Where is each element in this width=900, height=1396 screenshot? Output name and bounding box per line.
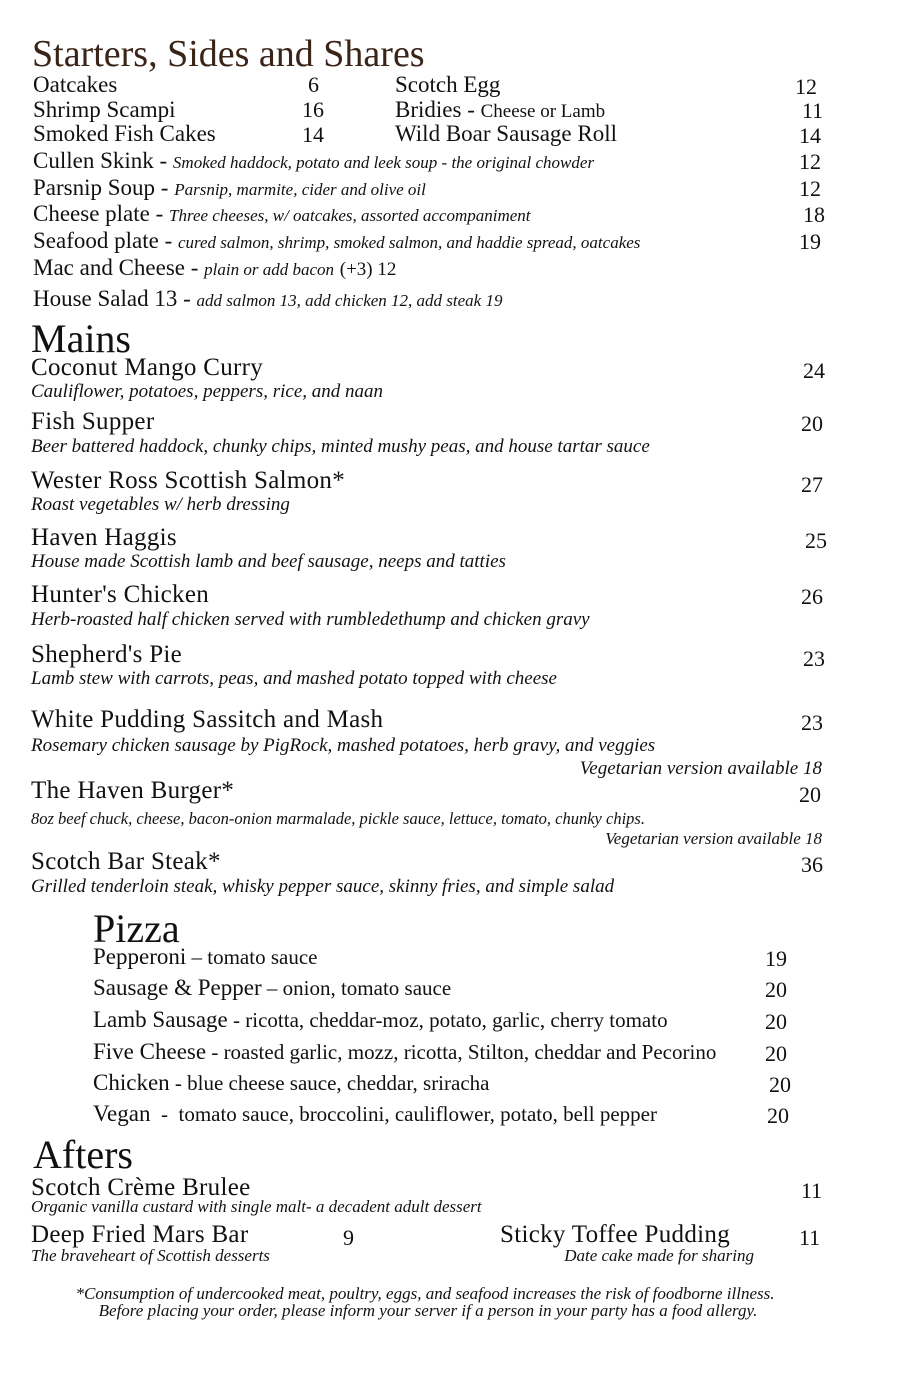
menu-item	[33, 148, 594, 176]
main-item-name: Wester Ross Scottish Salmon*	[31, 467, 346, 494]
pizza-desc: tomato sauce, broccolini, cauliflower, potato, bell pepper	[178, 1102, 657, 1126]
pizza-name: Five Cheese	[93, 1039, 207, 1064]
main-item-name: Hunter's Chicken	[31, 581, 210, 608]
dessert-name: Scotch Crème Brulee	[31, 1174, 251, 1201]
item-name-text: Cheese plate -	[33, 201, 164, 226]
pizza-desc: roasted garlic, mozz, ricotta, Stilton, cheddar and Pecorino	[223, 1040, 717, 1064]
main-item-desc: Grilled tenderloin steak, whisky pepper sauce, skinny fries, and simple salad	[31, 876, 615, 897]
main-item-note: Vegetarian version available 18	[579, 758, 822, 779]
main-item-name: Fish Supper	[31, 408, 155, 435]
menu-item-price: 12	[795, 74, 817, 99]
pizza-name: Pepperoni	[93, 944, 187, 969]
mains-heading: Mains	[31, 316, 131, 361]
pizza-item	[93, 1039, 716, 1065]
main-item-desc: Rosemary chicken sausage by PigRock, mashed potatoes, herb gravy, and veggies	[31, 735, 656, 756]
dessert-desc: Date cake made for sharing	[564, 1246, 754, 1265]
main-item-name: Scotch Bar Steak*	[31, 848, 221, 875]
item-name-text: House Salad 13 -	[33, 286, 191, 311]
dessert-desc: The braveheart of Scottish desserts	[31, 1246, 270, 1265]
pizza-price: 20	[765, 1041, 787, 1066]
menu-item-price: 14	[302, 122, 324, 147]
dessert-name: Sticky Toffee Pudding	[500, 1221, 731, 1248]
menu-item-price: 11	[802, 98, 824, 123]
menu-item	[33, 286, 502, 314]
menu-item-price: 18	[803, 202, 825, 227]
item-desc: Cheese or Lamb	[480, 101, 606, 122]
item-name-text: Bridies -	[395, 97, 475, 122]
main-item-name: White Pudding Sassitch and Mash	[31, 706, 384, 733]
menu-item	[33, 201, 531, 229]
main-item-price: 20	[799, 782, 821, 807]
item-name-text: Cullen Skink -	[33, 148, 168, 173]
pizza-item	[93, 944, 317, 970]
main-item-name: Coconut Mango Curry	[31, 354, 264, 381]
menu-item-name: Shrimp Scampi	[33, 97, 176, 122]
main-item-price: 23	[803, 646, 825, 671]
pizza-desc: ricotta, cheddar-moz, potato, garlic, cherry tomato	[245, 1008, 668, 1032]
pizza-price: 20	[767, 1103, 789, 1128]
main-item-desc: Roast vegetables w/ herb dressing	[31, 494, 290, 515]
item-desc: Smoked haddock, potato and leek soup - the original chowder	[172, 153, 595, 172]
main-item-desc: Herb-roasted half chicken served with rumbledethump and chicken gravy	[31, 609, 590, 630]
main-item-price: 24	[803, 358, 825, 383]
pizza-sep: -	[169, 1071, 188, 1095]
pizza-item	[93, 975, 451, 1001]
main-item-desc: House made Scottish lamb and beef sausage, neeps and tatties	[31, 551, 506, 572]
main-item-name: Shepherd's Pie	[31, 641, 183, 668]
menu-item-name: Oatcakes	[33, 72, 118, 97]
main-item-price: 23	[801, 710, 823, 735]
menu-item	[33, 228, 640, 256]
dessert-desc: Organic vanilla custard with single malt- a decadent adult dessert	[31, 1197, 482, 1216]
afters-heading: Afters	[33, 1132, 133, 1177]
pizza-sep: –	[186, 945, 208, 969]
pizza-desc: onion, tomato sauce	[282, 976, 452, 1000]
pizza-name: Sausage & Pepper	[93, 975, 262, 1000]
pizza-price: 20	[769, 1072, 791, 1097]
pizza-sep: -	[206, 1040, 224, 1064]
dessert-name: Deep Fried Mars Bar	[31, 1221, 249, 1248]
item-desc: add salmon 13, add chicken 12, add steak 19	[196, 291, 503, 310]
item-desc: Parsnip, marmite, cider and olive oil	[174, 180, 426, 199]
main-item-price: 26	[801, 584, 823, 609]
pizza-item	[93, 1101, 657, 1127]
pizza-name: Vegan	[93, 1101, 151, 1126]
footer-disclaimer-1: *Consumption of undercooked meat, poultry, eggs, and seafood increases the risk of foodborne illness.	[75, 1284, 775, 1303]
main-item-desc: Beer battered haddock, chunky chips, minted mushy peas, and house tartar sauce	[31, 436, 650, 457]
pizza-item	[93, 1007, 668, 1033]
menu-item	[33, 175, 426, 203]
item-name-text: Parsnip Soup -	[33, 175, 169, 200]
menu-item-price: 6	[308, 72, 319, 97]
pizza-sep: –	[261, 976, 283, 1000]
main-item-price: 27	[801, 472, 823, 497]
item-desc: Three cheeses, w/ oatcakes, assorted accompaniment	[169, 206, 531, 225]
main-item-desc: 8oz beef chuck, cheese, bacon-onion marmalade, pickle sauce, lettuce, tomato, chunky chips.	[31, 809, 645, 828]
pizza-price: 20	[765, 977, 787, 1002]
main-item-name: Haven Haggis	[31, 524, 177, 551]
main-item-desc: Lamb stew with carrots, peas, and mashed potato topped with cheese	[31, 668, 557, 689]
item-desc: plain or add bacon	[204, 260, 335, 279]
main-item-price: 20	[801, 411, 823, 436]
pizza-sep: -	[150, 1102, 179, 1126]
main-item-desc: Cauliflower, potatoes, peppers, rice, and naan	[31, 381, 384, 402]
pizza-name: Chicken	[93, 1070, 170, 1095]
pizza-desc: blue cheese sauce, cheddar, sriracha	[187, 1071, 490, 1095]
menu-item-price: 12	[799, 176, 821, 201]
dessert-price: 11	[801, 1178, 823, 1203]
dessert-price: 11	[799, 1225, 821, 1250]
menu-item-name: Scotch Egg	[395, 72, 501, 97]
item-name-text: Mac and Cheese -	[33, 255, 199, 280]
pizza-heading: Pizza	[93, 906, 180, 951]
menu-item-name: Wild Boar Sausage Roll	[395, 121, 618, 146]
main-item-name: The Haven Burger*	[31, 777, 235, 804]
pizza-price: 20	[765, 1009, 787, 1034]
menu-item	[33, 255, 396, 283]
menu-item-price: 12	[799, 149, 821, 174]
pizza-name: Lamb Sausage	[93, 1007, 228, 1032]
pizza-item	[93, 1070, 489, 1096]
item-extra: (+3) 12	[339, 259, 397, 280]
main-item-note: Vegetarian version available 18	[605, 829, 822, 848]
pizza-sep: -	[227, 1008, 246, 1032]
menu-item-price: 14	[799, 123, 821, 148]
main-item-price: 25	[805, 528, 827, 553]
footer-disclaimer-2: Before placing your order, please inform your server if a person in your party has a food allergy.	[98, 1301, 758, 1320]
pizza-price: 19	[765, 946, 787, 971]
menu-item-name: Smoked Fish Cakes	[33, 121, 216, 146]
pizza-desc: tomato sauce	[207, 945, 318, 969]
menu-item-price: 16	[302, 97, 324, 122]
dessert-price: 9	[343, 1225, 354, 1250]
starters-heading: Starters, Sides and Shares	[32, 33, 425, 75]
menu-item-price: 19	[799, 229, 821, 254]
item-desc: cured salmon, shrimp, smoked salmon, and haddie spread, oatcakes	[177, 233, 641, 252]
main-item-price: 36	[801, 852, 823, 877]
item-name-text: Seafood plate -	[33, 228, 173, 253]
